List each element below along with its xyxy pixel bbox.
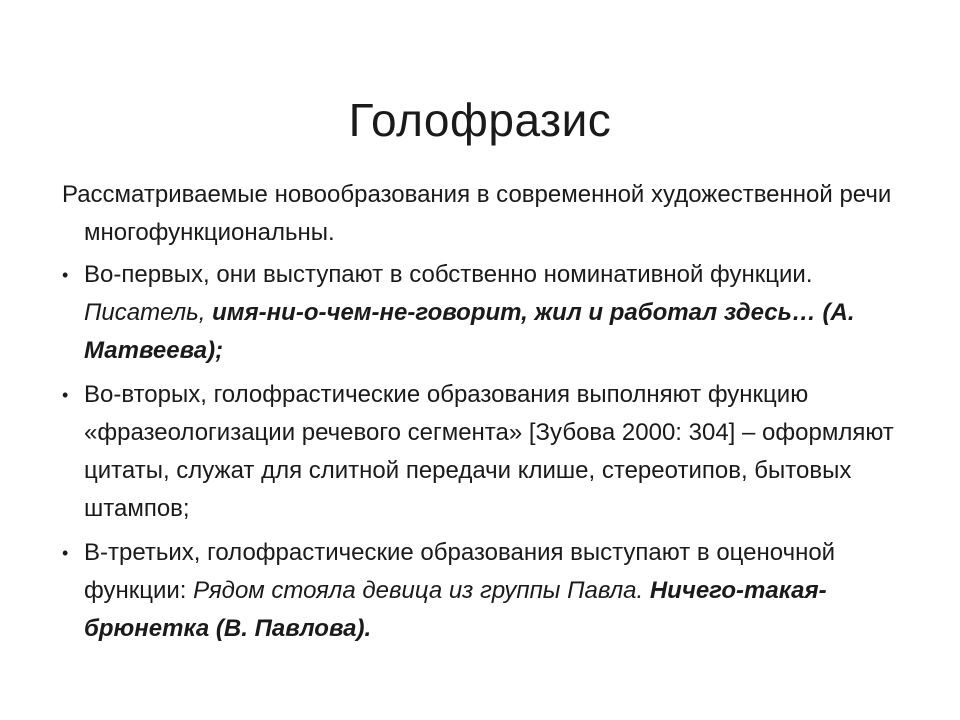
bullet-icon: • (62, 385, 69, 405)
bullet-text: Во-первых, они выступают в собственно номинативной функции. (84, 261, 813, 288)
bullet-text: В-третьих, голофрастические образования выступают в оценочной функции: (84, 539, 836, 604)
bullet-italic-text: Рядом стояла девица из группы Павла. (193, 577, 650, 604)
bullet-italic-text: Писатель, (84, 299, 213, 326)
bullet-bold-italic-text: имя-ни-о-чем-не-говорит, жил и работал здесь… (А. Матвеева); (84, 299, 855, 364)
bullet-bold-italic-text: Ничего-такая-брюнетка (В. Павлова). (84, 577, 827, 642)
slide-body (62, 176, 912, 654)
bullet-item-third (62, 534, 912, 648)
bullet-item-first (62, 256, 912, 370)
bullet-icon: • (62, 543, 69, 563)
bullet-text: Во-вторых, голофрастические образования выполняют функцию «фразеологизации речевого сегмента» [Зубова 2000: 304] – оформляют цитаты, служат для слитной передачи клише, стереотипов, бытовых штампов; (84, 381, 894, 522)
intro-paragraph: Рассматриваемые новообразования в современной художественной речи многофункциональны. (62, 181, 892, 246)
bullet-list (62, 256, 912, 648)
slide-title: Голофразис (348, 93, 612, 146)
bullet-item-second (62, 376, 912, 528)
bullet-icon: • (62, 265, 69, 285)
